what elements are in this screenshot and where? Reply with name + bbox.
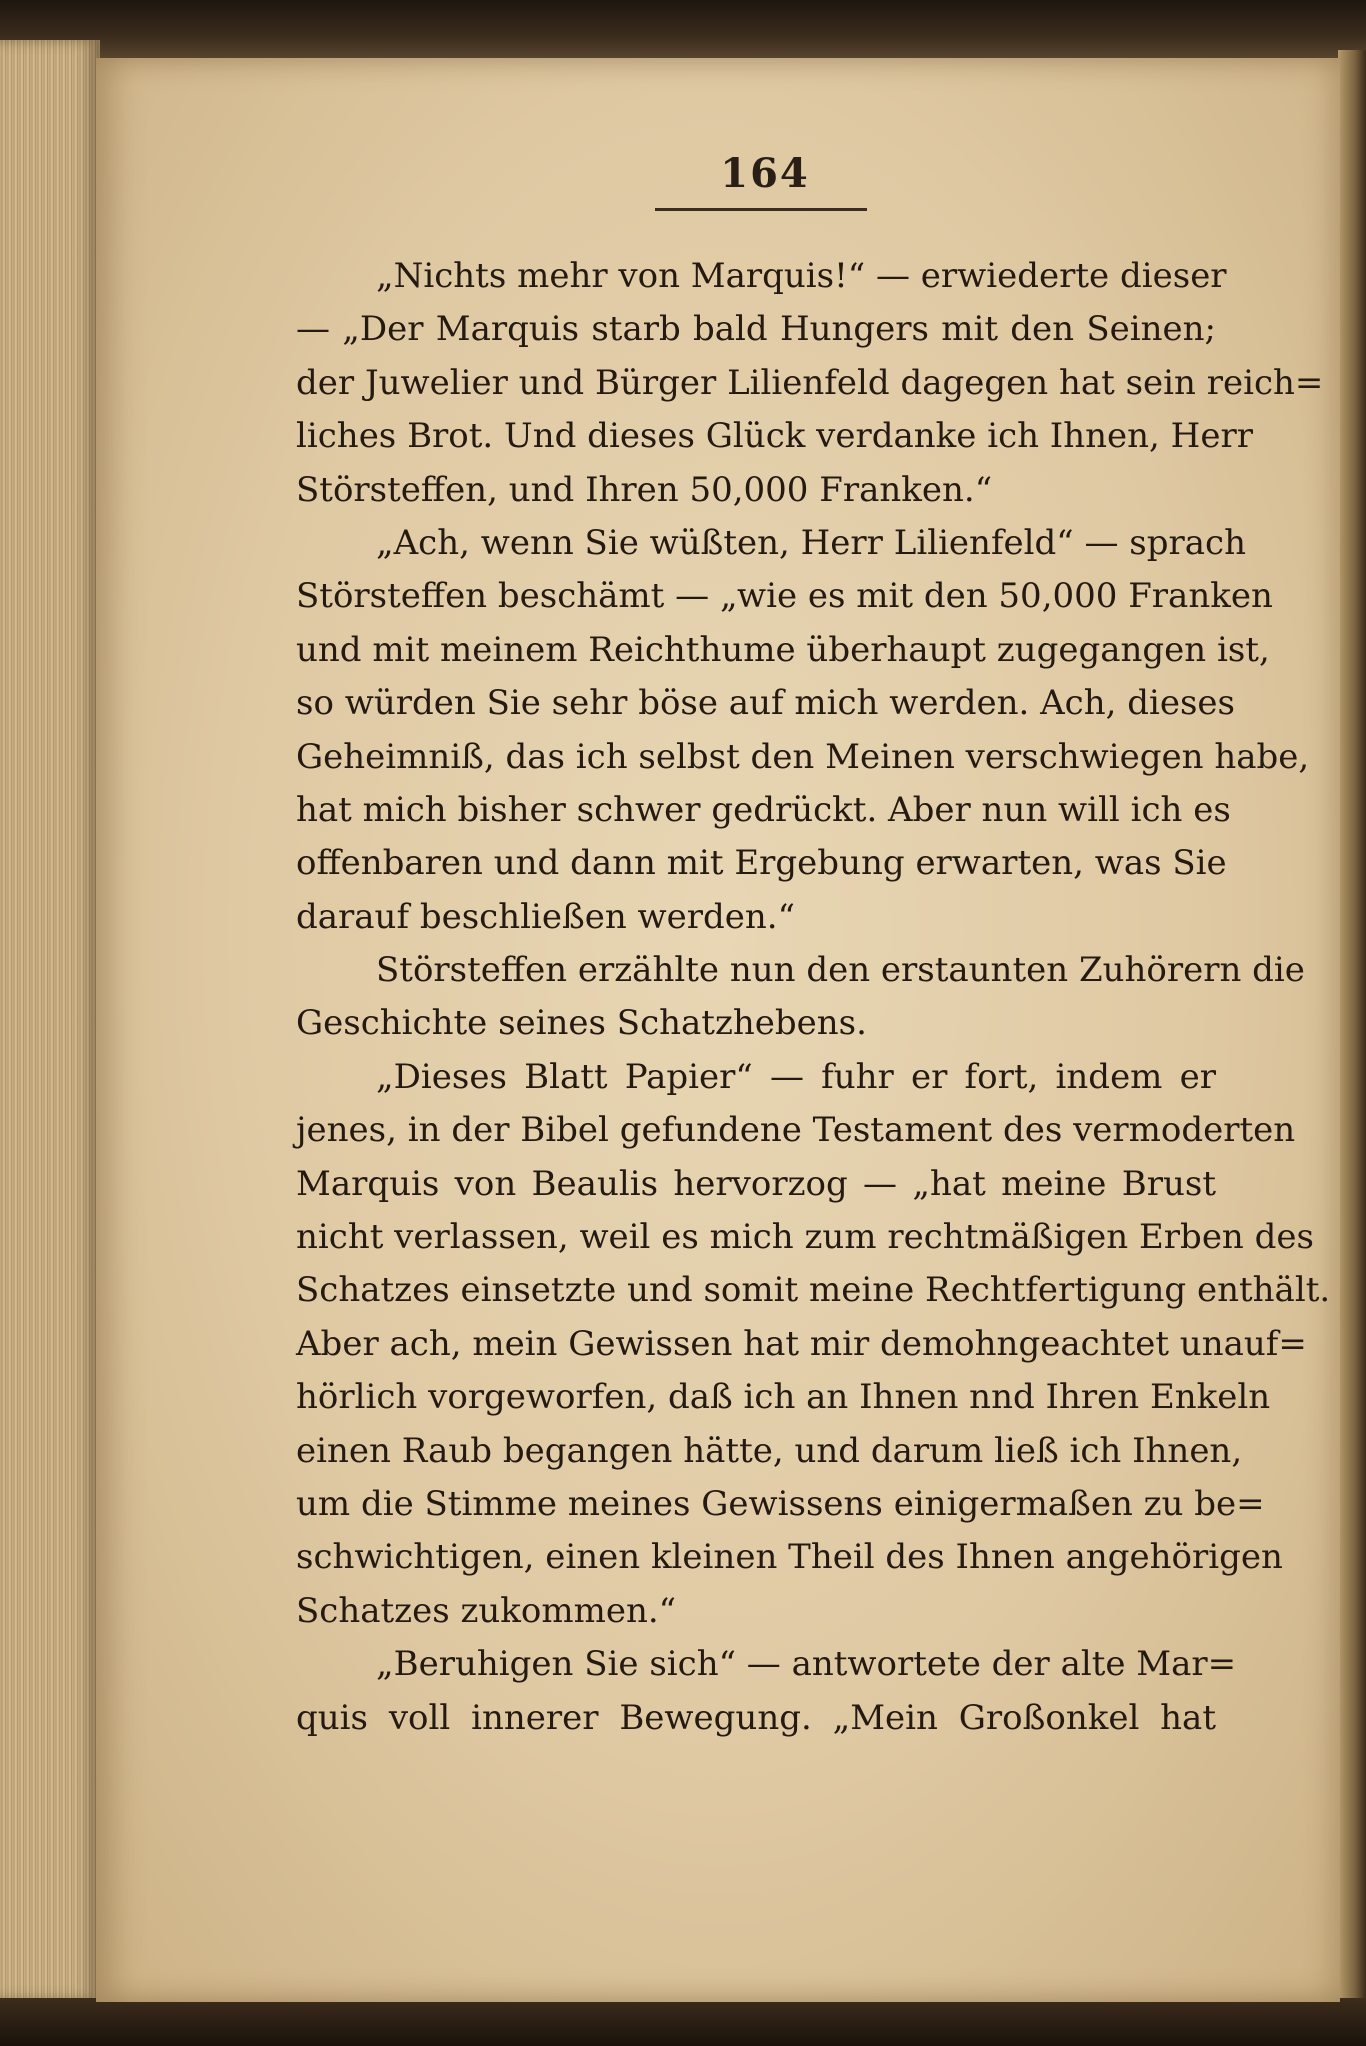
book-binding-bottom	[0, 1998, 1366, 2046]
text-line: hörlich vorgeworfen, daß ich an Ihnen nnd Ihren Enkeln	[296, 1377, 1271, 1418]
text-line: nicht verlassen, weil es mich zum rechtmäßigen Erben des	[296, 1217, 1314, 1258]
text-line: um die Stimme meines Gewissens einigermaßen zu be=	[296, 1483, 1265, 1524]
text-line: „Ach, wenn Sie wüßten, Herr Lilienfeld“ — sprach	[376, 522, 1246, 563]
text-line: liches Brot. Und dieses Glück verdanke ich Ihnen, Herr	[296, 416, 1253, 457]
text-line: — „Der Marquis starb bald Hungers mit den Seinen;	[296, 309, 1216, 350]
page-edges	[0, 40, 100, 2000]
text-line: „Dieses Blatt Papier“ — fuhr er fort, indem er	[376, 1056, 1216, 1097]
text-line: quis voll innerer Bewegung. „Mein Großonkel hat	[296, 1697, 1216, 1738]
text-line: Störsteffen erzählte nun den erstaunten Zuhörern die	[376, 950, 1305, 991]
book-right-edge	[1338, 50, 1366, 2010]
text-line: „Beruhigen Sie sich“ — antwortete der alte Mar=	[376, 1644, 1237, 1685]
text-line: darauf beschließen werden.“	[296, 896, 795, 937]
text-line: und mit meinem Reichthume überhaupt zugegangen ist,	[296, 629, 1270, 670]
text-line: Geheimniß, das ich selbst den Meinen verschwiegen habe,	[296, 736, 1310, 777]
body-text	[296, 250, 1331, 1745]
text-line: Störsteffen beschämt — „wie es mit den 50,000 Franken	[296, 576, 1273, 617]
text-line: offenbaren und dann mit Ergebung erwarten, was Sie	[296, 843, 1227, 884]
text-line: jenes, in der Bibel gefundene Testament des vermoderten	[296, 1110, 1296, 1151]
text-line: „Nichts mehr von Marquis!“ — erwiederte dieser	[376, 256, 1227, 296]
text-line: schwichtigen, einen kleinen Theil des Ihnen angehörigen	[296, 1537, 1283, 1578]
header-rule	[655, 208, 867, 211]
text-line: der Juwelier und Bürger Lilienfeld dagegen hat sein reich=	[296, 362, 1324, 403]
text-line: Marquis von Beaulis hervorzog — „hat meine Brust	[296, 1163, 1216, 1204]
text-line: so würden Sie sehr böse auf mich werden. Ach, dieses	[296, 683, 1235, 724]
text-line: Geschichte seines Schatzhebens.	[296, 1003, 867, 1044]
text-line: hat mich bisher schwer gedrückt. Aber nun will ich es	[296, 789, 1231, 830]
text-line: Aber ach, mein Gewissen hat mir demohngeachtet unauf=	[296, 1323, 1307, 1364]
book-binding-top	[0, 0, 1366, 60]
text-line: Störsteffen, und Ihren 50,000 Franken.“	[296, 469, 993, 510]
text-line: einen Raub begangen hätte, und darum ließ ich Ihnen,	[296, 1430, 1243, 1471]
page-number: 164	[720, 150, 810, 197]
text-line: Schatzes zukommen.“	[296, 1590, 677, 1631]
text-line: Schatzes einsetzte und somit meine Rechtfertigung enthält.	[296, 1270, 1331, 1311]
